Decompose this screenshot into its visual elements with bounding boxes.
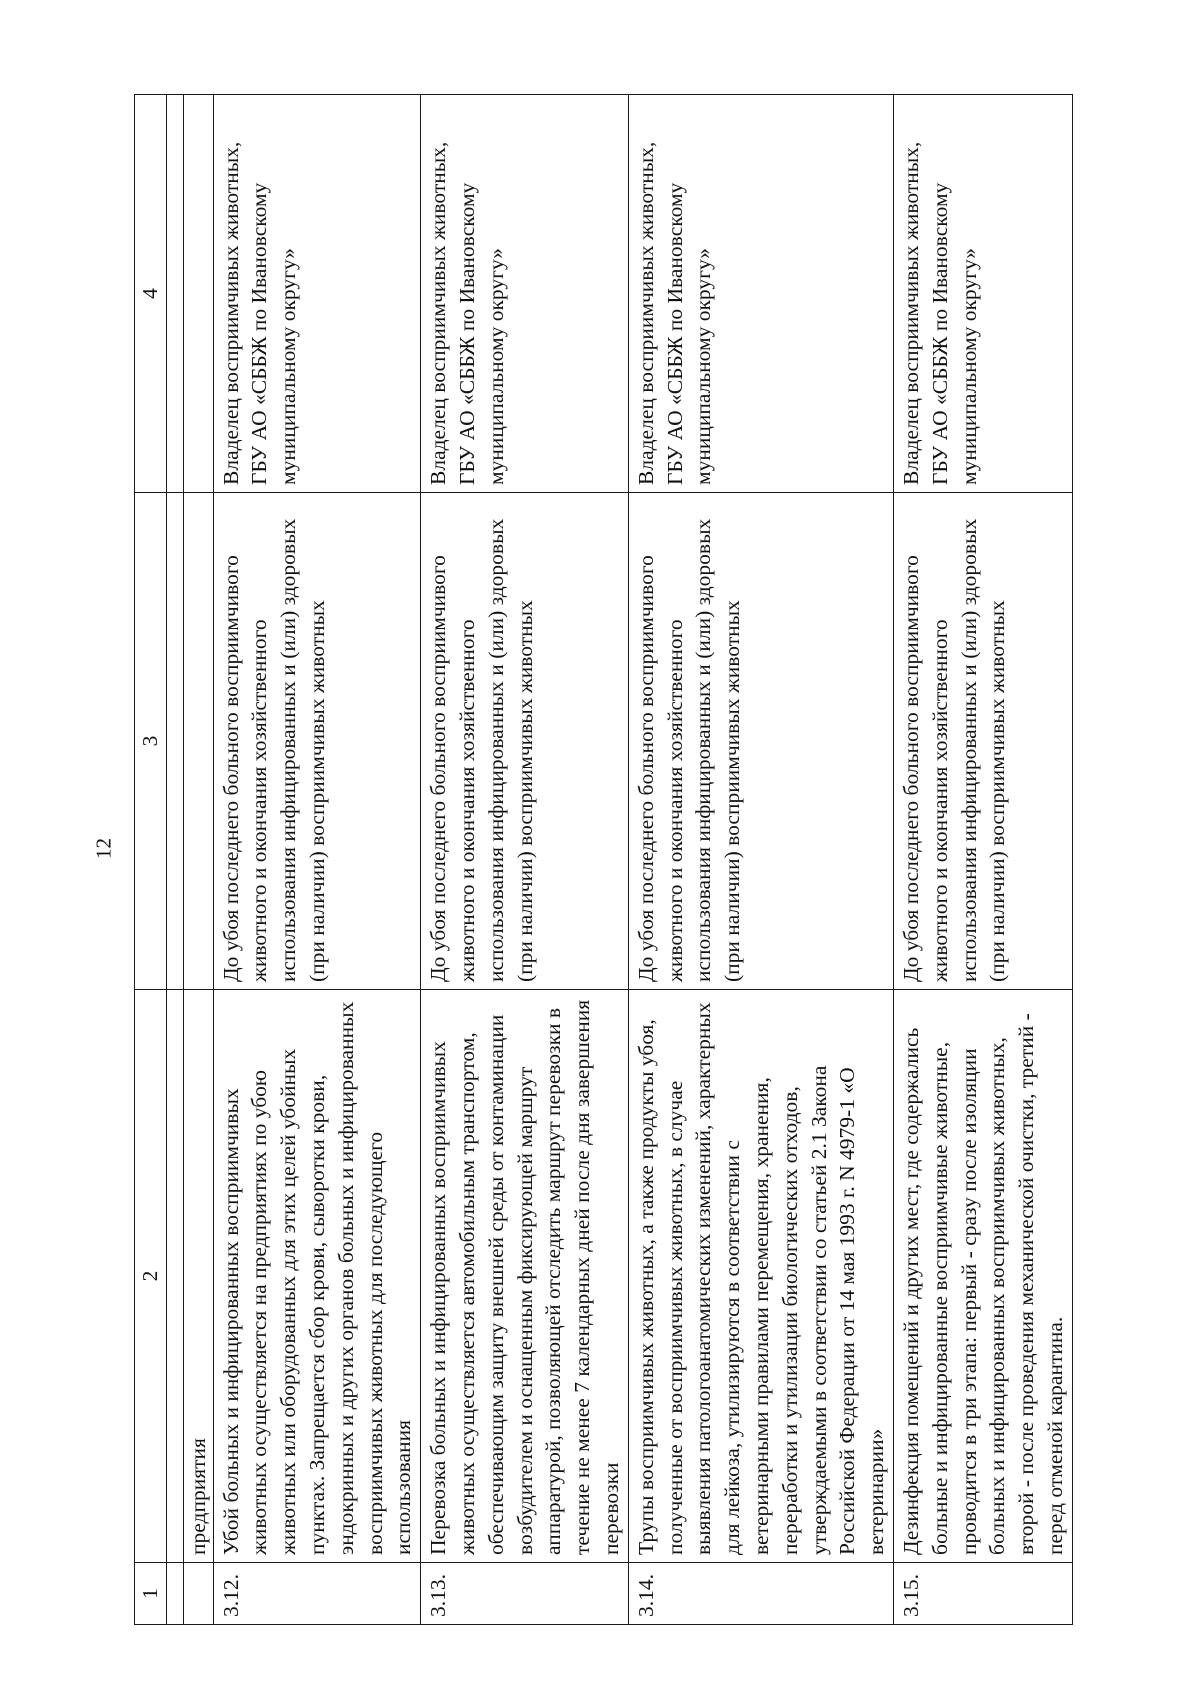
row-responsible: Владелец восприимчивых животных, ГБУ АО «СББЖ по Ивановскому муниципальному округу» xyxy=(628,95,893,493)
rotated-table-container xyxy=(134,95,1070,1625)
header-row xyxy=(135,95,167,1625)
spacer-row xyxy=(166,95,183,1625)
row-measure: Дезинфекция помещений и других мест, где содержались больные и инфицированные восприимчивые животные, проводится в три этапа: первый - сразу после изоляции больных и инфицированных восприимчивых животных, второй - после проведения механической очистки, третий - перед отменой карантина. xyxy=(893,990,1072,1563)
continuation-text: предприятия xyxy=(183,990,213,1563)
spacer-cell xyxy=(166,1563,183,1625)
table-row xyxy=(628,95,893,1625)
row-number: 3.14. xyxy=(628,1563,893,1625)
row-responsible: Владелец восприимчивых животных, ГБУ АО «СББЖ по Ивановскому муниципальному округу» xyxy=(893,95,1072,493)
continuation-row xyxy=(183,95,213,1625)
row-number: 3.13. xyxy=(421,1563,629,1625)
row-responsible: Владелец восприимчивых животных, ГБУ АО «СББЖ по Ивановскому муниципальному округу» xyxy=(421,95,629,493)
row-deadline: До убоя последнего больного восприимчивого животного и окончания хозяйственного использования инфицированных и (или) здоровых (при наличии) восприимчивых животных xyxy=(628,493,893,990)
row-responsible: Владелец восприимчивых животных, ГБУ АО «СББЖ по Ивановскому муниципальному округу» xyxy=(213,95,421,493)
measures-table xyxy=(134,94,1073,1625)
continuation-num-cell xyxy=(183,1563,213,1625)
row-deadline: До убоя последнего больного восприимчивого животного и окончания хозяйственного использования инфицированных и (или) здоровых (при наличии) восприимчивых животных xyxy=(893,493,1072,990)
continuation-deadline-cell xyxy=(183,493,213,990)
column-header-3: 3 xyxy=(135,493,167,990)
row-measure: Перевозка больных и инфицированных восприимчивых животных осуществляется автомобильным транспортом, обеспечивающим защиту внешней среды от контаминации возбудителем и оснащенным фиксирующей маршрут аппаратурой, позволяющей отследить маршрут перевозки в течение не менее 7 календарных дней после дня завершения перевозки xyxy=(421,990,629,1563)
spacer-cell xyxy=(166,95,183,493)
column-header-2: 2 xyxy=(135,990,167,1563)
column-header-1: 1 xyxy=(135,1563,167,1625)
table-row xyxy=(421,95,629,1625)
row-measure: Убой больных и инфицированных восприимчивых животных осуществляется на предприятиях по убою животных или оборудованных для этих целей убойных пунктах. Запрещается сбор крови, сыворотки крови, эндокринных и других органов больных и инфицированных восприимчивых животных для последующего использования xyxy=(213,990,421,1563)
column-header-4: 4 xyxy=(135,95,167,493)
row-deadline: До убоя последнего больного восприимчивого животного и окончания хозяйственного использования инфицированных и (или) здоровых (при наличии) восприимчивых животных xyxy=(213,493,421,990)
table-row xyxy=(893,95,1072,1625)
row-number: 3.12. xyxy=(213,1563,421,1625)
row-number: 3.15. xyxy=(893,1563,1072,1625)
continuation-responsible-cell xyxy=(183,95,213,493)
spacer-cell xyxy=(166,493,183,990)
page-number: 12 xyxy=(91,838,116,859)
spacer-cell xyxy=(166,990,183,1563)
row-measure: Трупы восприимчивых животных, а также продукты убоя, полученные от восприимчивых животных, в случае выявления патологоанатомических изменений, характерных для лейкоза, утилизируются в соответствии с ветеринарными правилами перемещения, хранения, переработки и утилизации биологических отходов, утверждаемыми в соответствии со статьей 2.1 Закона Российской Федерации от 14 мая 1993 г. N 4979-1 «О ветеринарии» xyxy=(628,990,893,1563)
row-deadline: До убоя последнего больного восприимчивого животного и окончания хозяйственного использования инфицированных и (или) здоровых (при наличии) восприимчивых животных xyxy=(421,493,629,990)
table-row xyxy=(213,95,421,1625)
